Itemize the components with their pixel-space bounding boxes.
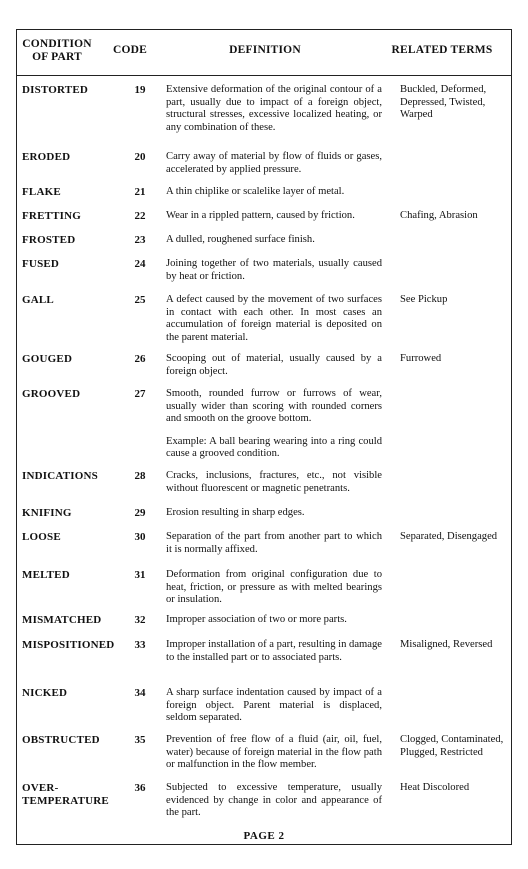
definition-paragraph: Erosion resulting in sharp edges. [166, 507, 305, 518]
definition-cell [166, 782, 382, 820]
definition-paragraph: Separation of the part from another part to which it is normally affixed. [166, 531, 382, 555]
definition-paragraph: Improper installation of a part, resulting in damage to the installed part or to associated parts. [166, 639, 382, 663]
definition-cell [166, 470, 382, 495]
definition-paragraph: Prevention of free flow of a fluid (air, oil, fuel, water) because of foreign material in the flow path or malfunction in the flow member. [166, 734, 382, 771]
definition-paragraph: A sharp surface indentation caused by impact of a foreign object. Parent material is displaced, seldom separated. [166, 687, 382, 724]
condition-cell: OBSTRUCTED [22, 734, 100, 746]
code-cell: 31 [134, 569, 146, 581]
code-cell: 28 [134, 470, 146, 482]
code-cell: 23 [134, 234, 146, 246]
header-related-terms: RELATED TERMS [391, 44, 493, 56]
definition-paragraph: Joining together of two materials, usually caused by heat or friction. [166, 258, 382, 282]
code-cell: 34 [134, 687, 146, 699]
condition-cell: GOUGED [22, 353, 73, 365]
definition-cell [166, 353, 382, 378]
condition-cell: MISMATCHED [22, 614, 102, 626]
code-cell: 20 [134, 151, 146, 163]
header-code: CODE [112, 44, 148, 56]
condition-cell: KNIFING [22, 507, 72, 519]
header-condition: CONDITION OF PART [22, 38, 92, 63]
condition-cell: LOOSE [22, 531, 61, 543]
condition-cell: DISTORTED [22, 84, 89, 96]
definition-cell [166, 186, 382, 199]
definition-cell [166, 294, 382, 344]
definition-cell [166, 569, 382, 607]
code-cell: 26 [134, 353, 146, 365]
condition-cell: INDICATIONS [22, 470, 98, 482]
code-cell: 29 [134, 507, 146, 519]
condition-cell: OVER-TEMPERATURE [22, 782, 109, 807]
definition-paragraph: Deformation from original configuration due to heat, friction, or pressure as with melted bearings or insulation. [166, 569, 382, 606]
definition-paragraph: Cracks, inclusions, fractures, etc., not visible without fluorescent or magnetic penetrants. [166, 470, 382, 494]
related-terms-cell: Separated, Disengaged [400, 531, 498, 542]
definition-paragraph: Example: A ball bearing wearing into a ring could cause a grooved condition. [166, 435, 382, 460]
code-cell: 19 [134, 84, 146, 96]
related-terms-cell: See Pickup [400, 294, 448, 305]
definition-cell [166, 210, 382, 223]
related-terms-cell: Clogged, Contaminated, Plugged, Restricted [400, 734, 504, 758]
definition-paragraph: Smooth, rounded furrow or furrows of wear, usually wider than scoring with rounded corners and smooth on the groove bottom. [166, 388, 382, 425]
code-cell: 27 [134, 388, 146, 400]
code-cell: 35 [134, 734, 146, 746]
code-cell: 24 [134, 258, 146, 270]
definition-paragraph: Extensive deformation of the original contour of a part, usually due to impact of a foreign object, structural stresses, excessive localized heating, or any combination of these. [166, 84, 382, 133]
related-terms-cell: Misaligned, Reversed [400, 639, 493, 650]
header-definition: DEFINITION [229, 44, 301, 56]
condition-cell: NICKED [22, 687, 68, 699]
condition-cell: MISPOSITIONED [22, 639, 115, 651]
definition-cell [166, 84, 382, 134]
condition-cell: FUSED [22, 258, 60, 270]
definition-cell [166, 687, 382, 725]
definition-paragraph: A dulled, roughened surface finish. [166, 234, 315, 245]
code-cell: 25 [134, 294, 146, 306]
condition-cell: FRETTING [22, 210, 82, 222]
definition-cell [166, 151, 382, 176]
related-terms-cell: Buckled, Deformed, Depressed, Twisted, Warped [400, 84, 487, 121]
definition-cell [166, 388, 382, 461]
definition-paragraph: Carry away of material by flow of fluids or gases, accelerated by applied pressure. [166, 151, 382, 175]
definition-paragraph: Wear in a rippled pattern, caused by friction. [166, 210, 355, 221]
related-terms-cell: Furrowed [400, 353, 442, 364]
definition-cell [166, 614, 382, 627]
definition-cell [166, 258, 382, 283]
related-terms-cell: Chafing, Abrasion [400, 210, 478, 221]
condition-cell: FROSTED [22, 234, 76, 246]
definition-cell [166, 734, 382, 772]
code-cell: 21 [134, 186, 146, 198]
code-cell: 30 [134, 531, 146, 543]
definition-paragraph: Scooping out of material, usually caused by a foreign object. [166, 353, 382, 377]
related-terms-cell: Heat Discolored [400, 782, 470, 793]
definition-paragraph: Subjected to excessive temperature, usually evidenced by change in color and appearance of the part. [166, 782, 382, 819]
condition-cell: FLAKE [22, 186, 61, 198]
definition-cell [166, 234, 382, 247]
condition-cell: MELTED [22, 569, 70, 581]
code-cell: 33 [134, 639, 146, 651]
header-divider [16, 75, 512, 76]
code-cell: 36 [134, 782, 146, 794]
code-cell: 32 [134, 614, 146, 626]
condition-cell: ERODED [22, 151, 71, 163]
definition-cell [166, 639, 382, 664]
code-cell: 22 [134, 210, 146, 222]
condition-cell: GROOVED [22, 388, 81, 400]
page-number: PAGE 2 [243, 830, 285, 842]
condition-cell: GALL [22, 294, 54, 306]
definition-paragraph: Improper association of two or more parts. [166, 614, 347, 625]
definition-paragraph: A thin chiplike or scalelike layer of metal. [166, 186, 345, 197]
definition-paragraph: A defect caused by the movement of two surfaces in contact with each other. In most cases an accumulation of foreign material is deposited on the parent material. [166, 294, 382, 343]
definition-cell [166, 531, 382, 556]
definition-cell [166, 507, 382, 520]
